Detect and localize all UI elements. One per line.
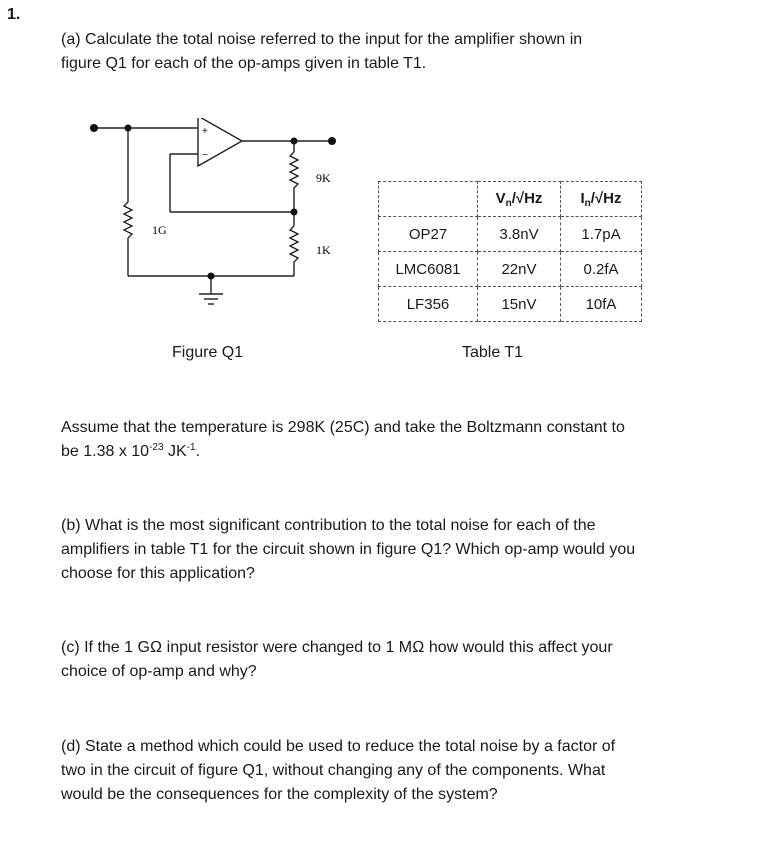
circuit-schematic: [80, 118, 360, 318]
noise-table: [378, 181, 642, 322]
assumption-line-1: Assume that the temperature is 298K (25C) and take the Boltzmann constant to: [61, 419, 625, 436]
ground-node-dot: [208, 273, 215, 280]
table-row: [379, 287, 642, 322]
part-c-line-1: (c) If the 1 GΩ input resistor were changed to 1 MΩ how would this affect your: [61, 639, 613, 656]
part-a-line-1: (a) Calculate the total noise referred to the input for the amplifier shown in: [61, 31, 583, 48]
input-node-dot: [125, 125, 132, 132]
header-in: $I_n/√Hz$: [561, 182, 642, 217]
question-number: 1.: [7, 6, 21, 23]
voltage-noise: 3.8nV: [478, 217, 561, 252]
feedback-node-dot: [291, 209, 298, 216]
resistor-9k: [290, 152, 298, 202]
part-d-line-3: would be the consequences for the complexity of the system?: [61, 786, 498, 803]
voltage-noise: 15nV: [478, 287, 561, 322]
table-row: [379, 252, 642, 287]
r-in-label: 1G: [152, 223, 167, 237]
opamp-name: OP27: [379, 217, 478, 252]
current-noise: 1.7pA: [561, 217, 642, 252]
voltage-noise: 22nV: [478, 252, 561, 287]
part-d-text: [61, 735, 741, 807]
resistor-1g: [124, 202, 132, 238]
table-header-row: [379, 182, 642, 217]
opamp-name: LMC6081: [379, 252, 478, 287]
part-c-line-2: choice of op-amp and why?: [61, 663, 257, 680]
part-d-line-1: (d) State a method which could be used to reduce the total noise by a factor of: [61, 738, 616, 755]
opamp-minus-label: −: [202, 150, 208, 161]
input-terminal: [90, 124, 98, 132]
part-c-text: [61, 636, 741, 684]
table-caption: Table T1: [462, 344, 524, 361]
resistor-1k: [290, 226, 298, 276]
part-b-line-1: (b) What is the most significant contribution to the total noise for each of the: [61, 517, 596, 534]
opamp-name: LF356: [379, 287, 478, 322]
assumption-text: [61, 416, 741, 464]
figure-caption: Figure Q1: [172, 344, 244, 361]
assumption-line-2: be 1.38 x $10^{-23}$ $JK^{-1}$.: [61, 442, 201, 460]
current-noise: 10fA: [561, 287, 642, 322]
part-b-line-3: choose for this application?: [61, 565, 255, 582]
table-row: [379, 217, 642, 252]
output-node-dot: [291, 138, 298, 145]
output-terminal: [328, 137, 336, 145]
opamp-plus-label: +: [202, 126, 208, 137]
part-b-line-2: amplifiers in table T1 for the circuit shown in figure Q1? Which op-amp would you: [61, 541, 636, 558]
current-noise: 0.2fA: [561, 252, 642, 287]
header-vn: $V_n/√Hz$: [478, 182, 561, 217]
r-feedback-label: 9K: [316, 171, 331, 185]
part-b-text: [61, 514, 741, 586]
part-a-text: [61, 28, 741, 76]
part-d-line-2: two in the circuit of figure Q1, without changing any of the components. What: [61, 762, 606, 779]
r-ground-label: 1K: [316, 243, 331, 257]
header-empty-cell: [379, 182, 478, 217]
part-a-line-2: figure Q1 for each of the op-amps given in table T1.: [61, 55, 427, 72]
